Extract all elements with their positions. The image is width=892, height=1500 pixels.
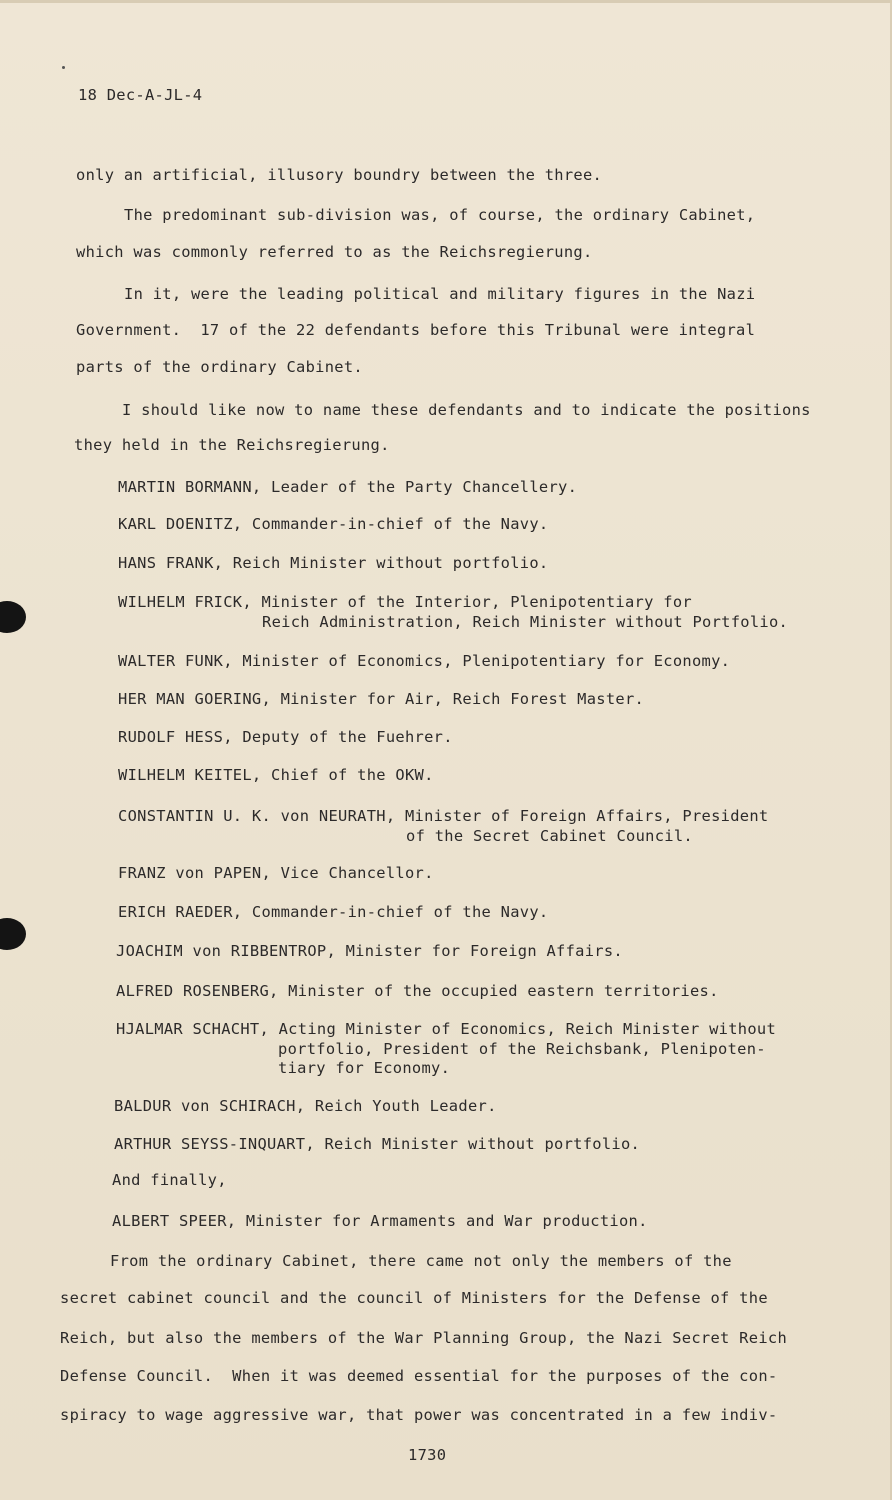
defendant-entry: JOACHIM von RIBBENTROP, Minister for Foreign Affairs. [116, 942, 623, 960]
defendant-entry: MARTIN BORMANN, Leader of the Party Chancellery. [118, 478, 578, 496]
document-reference: 18 Dec-A-JL-4 [78, 86, 203, 104]
defendant-entry: ALBERT SPEER, Minister for Armaments and War production. [112, 1212, 648, 1230]
defendant-entry: ERICH RAEDER, Commander-in-chief of the Navy. [118, 903, 549, 921]
defendant-entry: WILHELM FRICK, Minister of the Interior, Plenipotentiary for [118, 593, 692, 611]
defendant-entry: BALDUR von SCHIRACH, Reich Youth Leader. [114, 1097, 497, 1115]
defendant-entry: ARTHUR SEYSS-INQUART, Reich Minister without portfolio. [114, 1135, 641, 1153]
page-number: 1730 [408, 1446, 447, 1464]
ink-speck [62, 66, 65, 69]
defendant-entry: HANS FRANK, Reich Minister without portfolio. [118, 554, 549, 572]
defendant-entry: WALTER FUNK, Minister of Economics, Plenipotentiary for Economy. [118, 652, 731, 670]
defendant-entry: KARL DOENITZ, Commander-in-chief of the Navy. [118, 515, 549, 533]
punch-hole-lower [0, 918, 26, 950]
defendant-entry: CONSTANTIN U. K. von NEURATH, Minister of Foreign Affairs, President [118, 807, 769, 825]
paragraph-line: From the ordinary Cabinet, there came not only the members of the [110, 1252, 732, 1270]
defendant-entry: FRANZ von PAPEN, Vice Chancellor. [118, 864, 434, 882]
paper-top-edge [0, 0, 892, 3]
defendant-entry: HER MAN GOERING, Minister for Air, Reich Forest Master. [118, 690, 645, 708]
defendant-entry: HJALMAR SCHACHT, Acting Minister of Economics, Reich Minister without [116, 1020, 777, 1038]
defendant-entry-continuation: of the Secret Cabinet Council. [406, 827, 693, 845]
paragraph-line: Defense Council. When it was deemed essential for the purposes of the con- [60, 1367, 778, 1385]
defendant-entry-continuation: tiary for Economy. [278, 1059, 451, 1077]
defendant-entry: ALFRED ROSENBERG, Minister of the occupied eastern territories. [116, 982, 719, 1000]
paragraph-line: In it, were the leading political and military figures in the Nazi [124, 285, 756, 303]
paragraph-line: they held in the Reichsregierung. [74, 436, 390, 454]
punch-hole-upper [0, 601, 26, 633]
defendant-entry-continuation: portfolio, President of the Reichsbank, Plenipoten- [278, 1040, 766, 1058]
paragraph-line: only an artificial, illusory boundry between the three. [76, 166, 603, 184]
paragraph-line: spiracy to wage aggressive war, that power was concentrated in a few indiv- [60, 1406, 778, 1424]
transition-text: And finally, [112, 1171, 227, 1189]
paragraph-line: The predominant sub-division was, of course, the ordinary Cabinet, [124, 206, 756, 224]
paragraph-line: secret cabinet council and the council of Ministers for the Defense of the [60, 1289, 768, 1307]
paragraph-line: Government. 17 of the 22 defendants before this Tribunal were integral [76, 321, 756, 339]
defendant-entry: WILHELM KEITEL, Chief of the OKW. [118, 766, 434, 784]
paragraph-line: Reich, but also the members of the War Planning Group, the Nazi Secret Reich [60, 1329, 788, 1347]
paragraph-line: I should like now to name these defendants and to indicate the positions [122, 401, 811, 419]
paragraph-line: parts of the ordinary Cabinet. [76, 358, 363, 376]
defendant-entry: RUDOLF HESS, Deputy of the Fuehrer. [118, 728, 453, 746]
defendant-entry-continuation: Reich Administration, Reich Minister without Portfolio. [262, 613, 789, 631]
paragraph-line: which was commonly referred to as the Reichsregierung. [76, 243, 593, 261]
